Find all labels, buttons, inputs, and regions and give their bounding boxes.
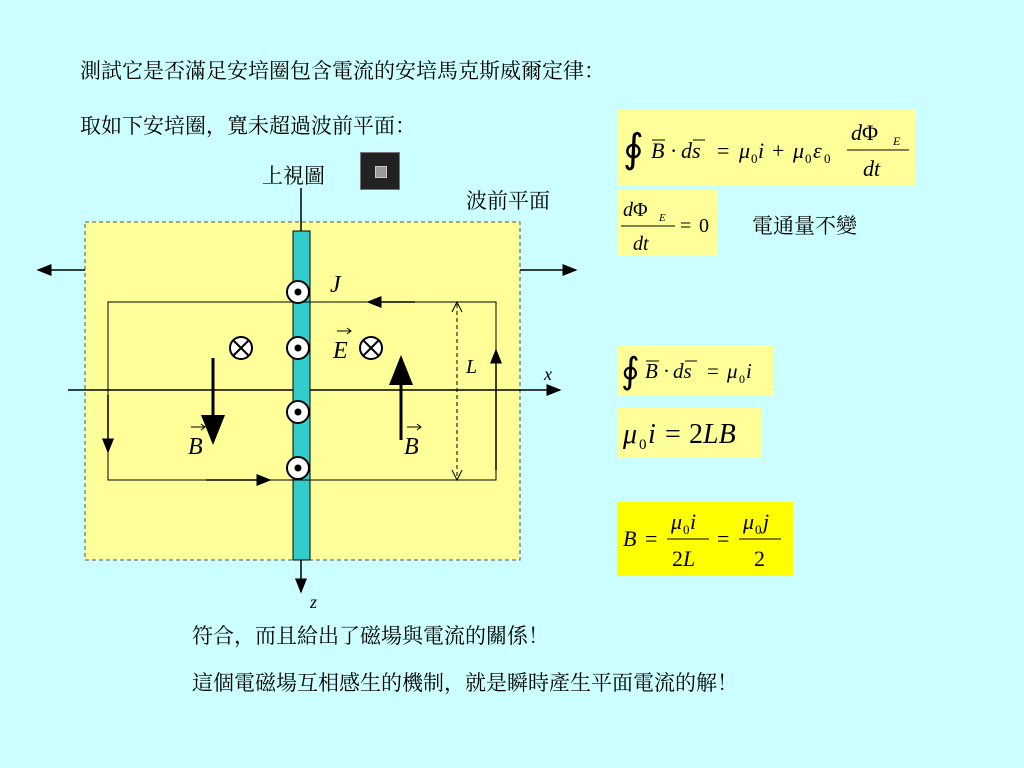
svg-text:B: B: [645, 359, 658, 383]
conclusion-line-2: 這個電磁場互相感生的機制，就是瞬時產生平面電流的解！: [192, 671, 738, 695]
label-l: L: [466, 356, 478, 378]
svg-text:=: =: [717, 526, 730, 551]
top-view-label: 上視圖: [262, 164, 325, 188]
svg-text:i: i: [758, 138, 765, 163]
svg-text:E: E: [659, 212, 666, 224]
svg-text:0: 0: [755, 522, 762, 537]
svg-text:0: 0: [639, 437, 647, 453]
svg-text:0: 0: [805, 151, 812, 166]
svg-text:dΦ: dΦ: [851, 120, 879, 145]
flux-constant-label: 電通量不變: [752, 214, 857, 238]
svg-text:μ: μ: [671, 509, 683, 534]
svg-text:2: 2: [754, 546, 765, 571]
svg-text:i: i: [690, 509, 697, 534]
intro-line-1: 測試它是否滿足安培圈包含電流的安培馬克斯威爾定律：: [80, 59, 605, 83]
current-out-dot: [287, 401, 309, 423]
wavefront-label: 波前平面: [466, 189, 550, 213]
current-out-dot: [287, 457, 309, 479]
svg-text:+: +: [772, 138, 785, 163]
svg-text:ds: ds: [673, 359, 692, 383]
loop-current-equation: [617, 408, 761, 458]
current-out-dot: [287, 337, 309, 359]
svg-text:0: 0: [824, 151, 831, 166]
label-b-right: B: [404, 434, 419, 460]
label-b-left: B: [188, 434, 203, 460]
label-j: J: [330, 272, 341, 298]
svg-text:i: i: [746, 359, 752, 383]
svg-text:μ: μ: [623, 419, 638, 450]
label-z: z: [310, 592, 318, 612]
svg-text:2LB: 2LB: [689, 419, 736, 450]
label-e: E: [333, 338, 348, 364]
ampere-law-equation: [617, 345, 773, 395]
conclusion-line-1: 符合，而且給出了磁場與電流的關係！: [192, 624, 549, 648]
svg-text:B: B: [651, 138, 665, 163]
magnetic-field-result-equation: [617, 502, 793, 576]
svg-text:B: B: [623, 526, 637, 551]
flux-derivative-zero-equation: [617, 190, 717, 256]
svg-text:·: ·: [663, 359, 670, 383]
svg-text:2L: 2L: [672, 546, 696, 571]
svg-text:=: =: [707, 359, 719, 383]
e-field-into-cross: [360, 337, 382, 359]
svg-text:ds: ds: [681, 138, 701, 163]
current-out-dot: [287, 281, 309, 303]
svg-text:μ: μ: [793, 138, 805, 163]
svg-text:∮: ∮: [623, 126, 644, 171]
e-field-into-cross: [230, 337, 252, 359]
svg-text:=: =: [680, 215, 692, 237]
svg-text:E: E: [893, 134, 901, 148]
intro-line-2: 取如下安培圈，寬未超過波前平面：: [80, 114, 416, 138]
label-x: x: [544, 364, 552, 384]
svg-text:dt: dt: [863, 156, 881, 181]
ampere-maxwell-equation: [617, 110, 915, 186]
svg-text:μ: μ: [743, 509, 755, 534]
svg-text:0: 0: [683, 522, 690, 537]
svg-text:=: =: [665, 419, 681, 450]
svg-text:ε: ε: [813, 138, 822, 163]
svg-text:0: 0: [699, 215, 709, 237]
svg-text:dΦ: dΦ: [623, 199, 648, 221]
svg-text:i: i: [648, 419, 656, 450]
svg-text:μ: μ: [727, 359, 738, 383]
svg-text:j: j: [763, 509, 770, 534]
svg-text:dt: dt: [633, 233, 649, 255]
svg-text:=: =: [645, 526, 658, 551]
svg-text:0: 0: [751, 151, 758, 166]
svg-text:μ: μ: [739, 138, 751, 163]
svg-text:0: 0: [739, 372, 745, 386]
svg-text:·: ·: [670, 138, 678, 163]
svg-text:∮: ∮: [621, 351, 640, 391]
svg-text:=: =: [717, 138, 730, 163]
